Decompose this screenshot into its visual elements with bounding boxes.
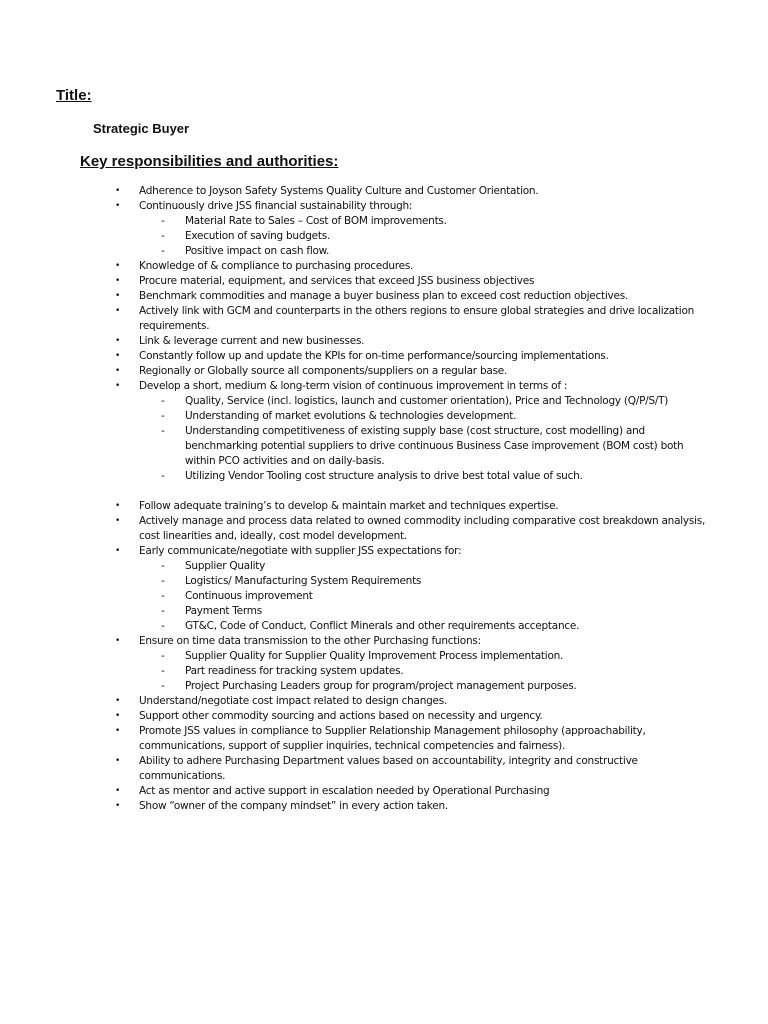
- responsibility-text: Understand/negotiate cost impact related to design changes.: [139, 695, 448, 707]
- bullet-marker: •: [115, 696, 121, 706]
- sub-item: [161, 214, 714, 229]
- sub-item: [161, 649, 714, 664]
- bullet-marker: •: [115, 501, 121, 511]
- dash-marker: -: [161, 665, 165, 677]
- dash-marker: -: [161, 245, 165, 257]
- responsibility-text: Ensure on time data transmission to the other Purchasing functions:: [139, 635, 481, 647]
- responsibility-item: [0, 499, 768, 514]
- responsibility-text: Actively link with GCM and counterparts in the others regions to ensure global strategies and drive localization requirements.: [139, 305, 695, 332]
- dash-marker: -: [161, 395, 165, 407]
- responsibility-text: Ability to adhere Purchasing Department values based on accountability, integrity and constructive communications.: [139, 755, 638, 782]
- bullet-marker: •: [115, 546, 121, 556]
- responsibility-text: Link & leverage current and new businesses.: [139, 335, 365, 347]
- sub-item-text: Part readiness for tracking system updates.: [185, 665, 404, 677]
- responsibility-item: [0, 514, 768, 544]
- sub-list: [139, 649, 714, 694]
- sub-item: [161, 574, 714, 589]
- responsibility-item: [0, 799, 768, 814]
- dash-marker: -: [161, 215, 165, 227]
- sub-item-text: Supplier Quality: [185, 560, 266, 572]
- responsibility-text: Actively manage and process data related to owned commodity including comparative cost breakdown analysis, cost linearities and, ideally, cost model development.: [139, 515, 706, 542]
- responsibility-text: Constantly follow up and update the KPIs for on-time performance/sourcing implementations.: [139, 350, 609, 362]
- sub-item: [161, 664, 714, 679]
- sub-list: [139, 559, 714, 634]
- responsibility-text: Knowledge of & compliance to purchasing procedures.: [139, 260, 414, 272]
- sub-item-text: Execution of saving budgets.: [185, 230, 331, 242]
- responsibilities-list: [0, 184, 768, 814]
- responsibility-text: Act as mentor and active support in escalation needed by Operational Purchasing: [139, 785, 550, 797]
- dash-marker: -: [161, 590, 165, 602]
- bullet-marker: •: [115, 381, 121, 391]
- responsibility-item: [0, 724, 768, 754]
- sub-item-text: Utilizing Vendor Tooling cost structure analysis to drive best total value of such.: [185, 470, 583, 482]
- dash-marker: -: [161, 575, 165, 587]
- sub-list: [139, 214, 714, 259]
- bullet-marker: •: [115, 336, 121, 346]
- dash-marker: -: [161, 410, 165, 422]
- responsibility-item: [0, 544, 768, 634]
- dash-marker: -: [161, 560, 165, 572]
- responsibility-item: [0, 304, 768, 334]
- dash-marker: -: [161, 650, 165, 662]
- sub-item: [161, 394, 714, 409]
- responsibility-text: Follow adequate training’s to develop & maintain market and techniques expertise.: [139, 500, 559, 512]
- sub-item-text: Understanding competitiveness of existing supply base (cost structure, cost modelling) and benchmarking potential suppliers to drive continuous Business Case improvement (BOM cost) both within PCO activities and on daily-basis.: [185, 425, 684, 467]
- sub-item: [161, 559, 714, 574]
- bullet-marker: •: [115, 186, 121, 196]
- sub-item-text: GT&C, Code of Conduct, Conflict Minerals and other requirements acceptance.: [185, 620, 580, 632]
- responsibility-item: [0, 634, 768, 694]
- sub-item-text: Continuous improvement: [185, 590, 313, 602]
- sub-item: [161, 244, 714, 259]
- sub-item: [161, 229, 714, 244]
- responsibility-item: [0, 379, 768, 484]
- bullet-marker: •: [115, 291, 121, 301]
- sub-item: [161, 604, 714, 619]
- sub-item: [161, 469, 714, 484]
- responsibility-text: Promote JSS values in compliance to Supplier Relationship Management philosophy (approachability, communications, support of supplier inquiries, technical competencies and fairness).: [139, 725, 646, 752]
- responsibility-item: [0, 199, 768, 259]
- responsibility-text: Develop a short, medium & long-term vision of continuous improvement in terms of :: [139, 380, 568, 392]
- sub-list: [139, 394, 714, 484]
- responsibility-item: [0, 364, 768, 379]
- bullet-marker: •: [115, 726, 121, 736]
- sub-item: [161, 679, 714, 694]
- responsibility-item: [0, 184, 768, 199]
- bullet-marker: •: [115, 636, 121, 646]
- responsibility-text: Show “owner of the company mindset” in every action taken.: [139, 800, 448, 812]
- sub-item-text: Quality, Service (incl. logistics, launch and customer orientation), Price and Technology (Q/P/S/T): [185, 395, 669, 407]
- sub-item-text: Understanding of market evolutions & technologies development.: [185, 410, 517, 422]
- bullet-marker: •: [115, 801, 121, 811]
- responsibility-text: Continuously drive JSS financial sustainability through:: [139, 200, 413, 212]
- bullet-marker: •: [115, 516, 121, 526]
- dash-marker: -: [161, 230, 165, 242]
- dash-marker: -: [161, 425, 165, 437]
- responsibility-text: Early communicate/negotiate with supplier JSS expectations for:: [139, 545, 462, 557]
- responsibility-item: [0, 694, 768, 709]
- responsibility-item: [0, 259, 768, 274]
- responsibility-item: [0, 754, 768, 784]
- sub-item-text: Logistics/ Manufacturing System Requirements: [185, 575, 422, 587]
- bullet-marker: •: [115, 366, 121, 376]
- responsibility-item: [0, 349, 768, 364]
- bullet-marker: •: [115, 756, 121, 766]
- dash-marker: -: [161, 470, 165, 482]
- bullet-marker: •: [115, 276, 121, 286]
- sub-item-text: Project Purchasing Leaders group for program/project management purposes.: [185, 680, 577, 692]
- responsibility-text: Regionally or Globally source all components/suppliers on a regular base.: [139, 365, 508, 377]
- bullet-marker: •: [115, 351, 121, 361]
- responsibility-item: [0, 334, 768, 349]
- section-heading: Key responsibilities and authorities:: [80, 153, 339, 170]
- sub-item: [161, 424, 714, 469]
- bullet-marker: •: [115, 786, 121, 796]
- sub-item-text: Material Rate to Sales – Cost of BOM improvements.: [185, 215, 447, 227]
- sub-item: [161, 589, 714, 604]
- document-title-label: Title:: [56, 87, 92, 104]
- responsibility-text: Procure material, equipment, and services that exceed JSS business objectives: [139, 275, 535, 287]
- sub-item: [161, 409, 714, 424]
- responsibility-item: [0, 289, 768, 304]
- bullet-marker: •: [115, 306, 121, 316]
- dash-marker: -: [161, 605, 165, 617]
- responsibility-item: [0, 709, 768, 724]
- job-title: Strategic Buyer: [93, 121, 190, 136]
- responsibility-item: [0, 274, 768, 289]
- sub-item-text: Positive impact on cash flow.: [185, 245, 330, 257]
- sub-item-text: Payment Terms: [185, 605, 262, 617]
- sub-item-text: Supplier Quality for Supplier Quality Improvement Process implementation.: [185, 650, 564, 662]
- bullet-marker: •: [115, 201, 121, 211]
- dash-marker: -: [161, 680, 165, 692]
- dash-marker: -: [161, 620, 165, 632]
- responsibility-text: Adherence to Joyson Safety Systems Quality Culture and Customer Orientation.: [139, 185, 539, 197]
- bullet-marker: •: [115, 261, 121, 271]
- responsibility-text: Benchmark commodities and manage a buyer business plan to exceed cost reduction objectives.: [139, 290, 629, 302]
- responsibility-text: Support other commodity sourcing and actions based on necessity and urgency.: [139, 710, 543, 722]
- bullet-marker: •: [115, 711, 121, 721]
- responsibility-item: [0, 784, 768, 799]
- sub-item: [161, 619, 714, 634]
